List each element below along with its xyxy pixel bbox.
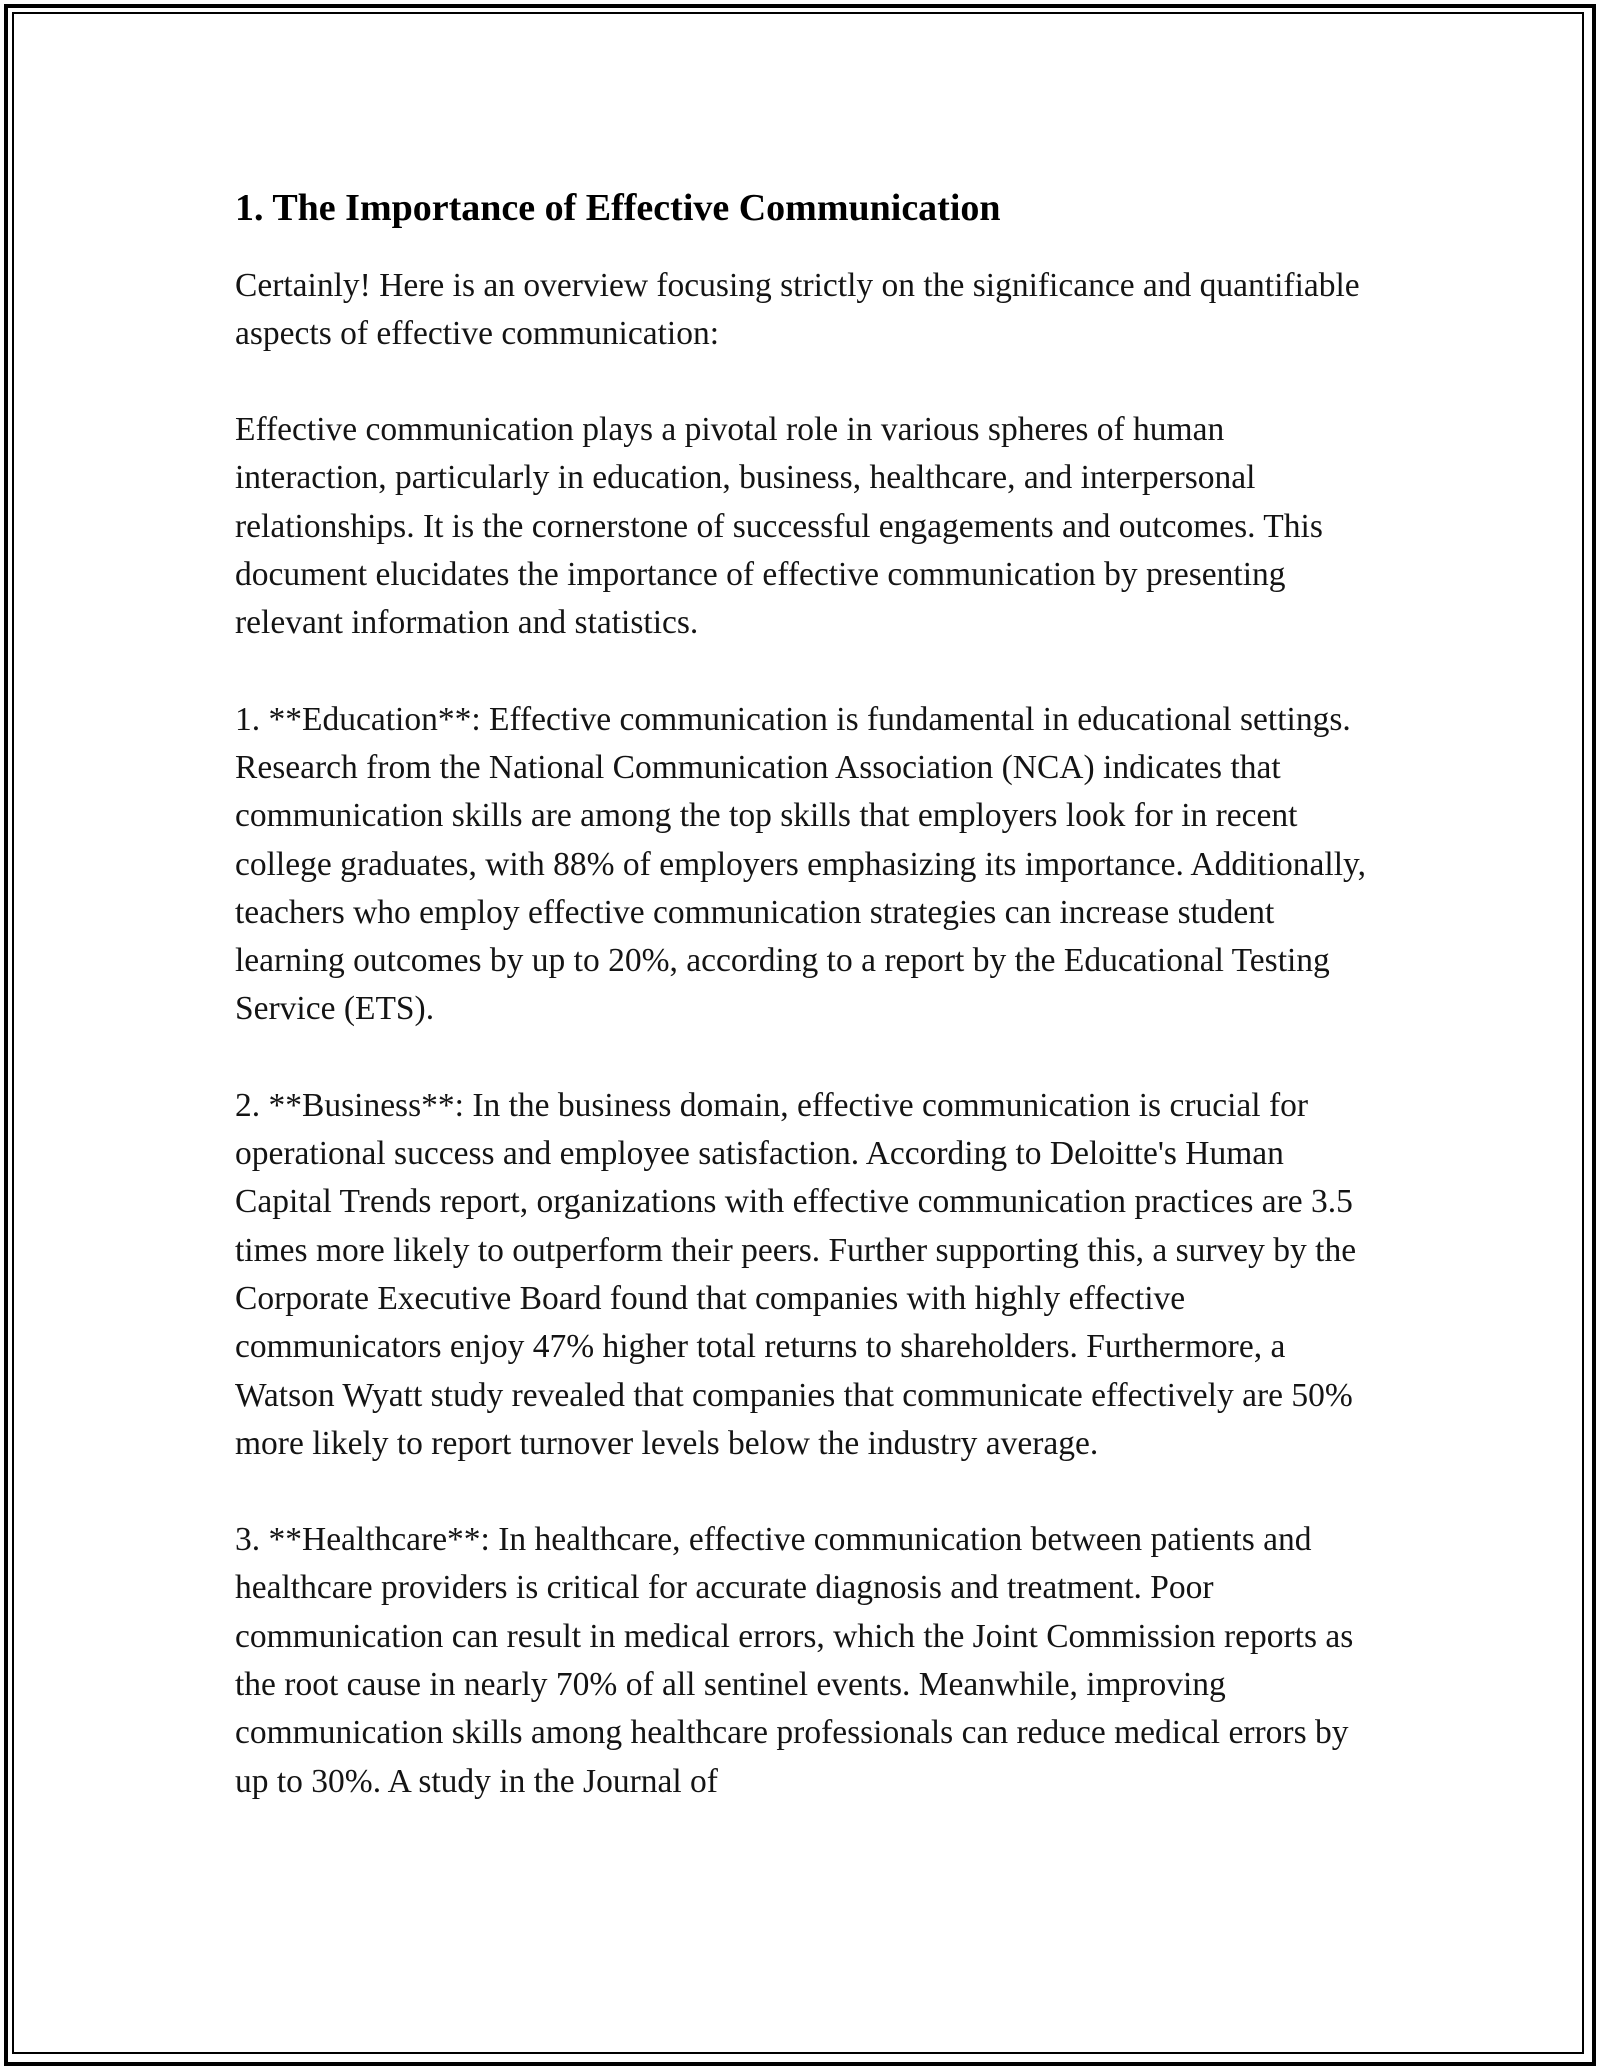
overview-paragraph: Effective communication plays a pivotal role in various spheres of human interaction, particularly in education, business, healthcare, and interpersonal relationships. It is the cornerstone of successful engagements and outcomes. This document elucidates the importance of effective communication by presenting relevant information and statistics. (235, 411, 1323, 642)
section-title: 1. The Importance of Effective Communication (235, 187, 1001, 229)
education-paragraph: 1. **Education**: Effective communication is fundamental in educational settings. Research from the National Communication Association (NCA) indicates that communication skills are among the top skills that employers look for in recent college graduates, with 88% of employers emphasizing its importance. Additionally, teachers who employ effective communication strategies can increase student learning outcomes by up to 20%, according to a report by the Educational Testing Service (ETS). (235, 700, 1366, 1028)
business-paragraph: 2. **Business**: In the business domain, effective communication is crucial for operational success and employee satisfaction. According to Deloitte's Human Capital Trends report, organizations with effective communication practices are 3.5 times more likely to outperform their peers. Further supporting this, a survey by the Corporate Executive Board found that companies with highly effective communicators enjoy 47% higher total returns to shareholders. Furthermore, a Watson Wyatt study revealed that companies that communicate effectively are 50% more likely to report turnover levels below the industry average. (235, 1086, 1357, 1462)
intro-paragraph: Certainly! Here is an overview focusing strictly on the significance and quantifiable aspects of effective communication: (235, 266, 1360, 352)
healthcare-paragraph: 3. **Healthcare**: In healthcare, effective communication between patients and healthcare providers is critical for accurate diagnosis and treatment. Poor communication can result in medical errors, which the Joint Commission reports as the root cause in nearly 70% of all sentinel events. Meanwhile, improving communication skills among healthcare professionals can reduce medical errors by up to 30%. A study in the Journal of (235, 1521, 1354, 1800)
document-body (235, 186, 1370, 1854)
